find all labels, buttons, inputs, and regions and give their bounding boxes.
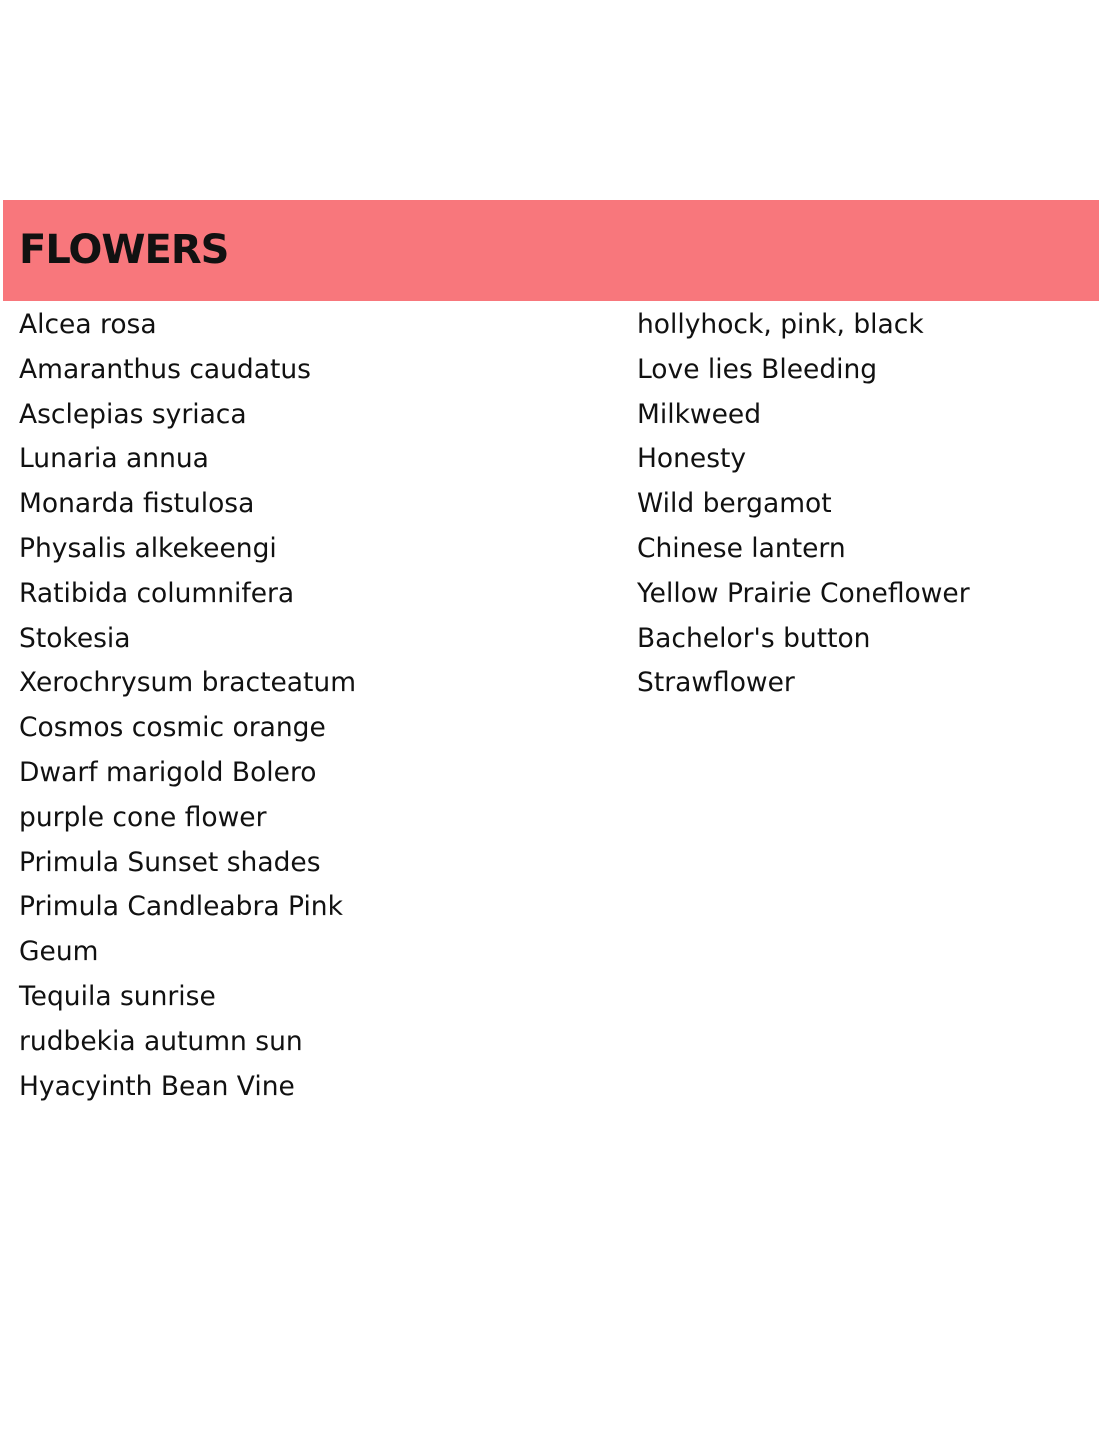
list-item: Yellow Prairie Coneflower — [637, 577, 970, 609]
botanical-names-list — [19, 303, 599, 1109]
section-banner — [3, 200, 1099, 301]
list-item: rudbekia autumn sun — [19, 1025, 303, 1057]
list-item: Monarda fistulosa — [19, 488, 255, 520]
list-item: Tequila sunrise — [19, 980, 216, 1012]
list-item: Chinese lantern — [637, 532, 846, 564]
list-item: Strawflower — [637, 667, 795, 699]
list-item: Bachelor's button — [637, 622, 871, 654]
list-item: Hyacyinth Bean Vine — [19, 1070, 295, 1102]
list-item: Asclepias syriaca — [19, 398, 247, 430]
list-item: Stokesia — [19, 622, 131, 654]
list-item: purple cone flower — [19, 801, 267, 833]
list-item: Cosmos cosmic orange — [19, 712, 326, 744]
list-item: Primula Candleabra Pink — [19, 891, 343, 923]
list-item: Ratibida columnifera — [19, 577, 295, 609]
section-title: FLOWERS — [19, 227, 229, 273]
list-item: hollyhock, pink, black — [637, 309, 924, 340]
list-item: Honesty — [637, 443, 747, 475]
list-item: Lunaria annua — [19, 443, 209, 475]
list-item: Wild bergamot — [637, 488, 832, 520]
list-item: Geum — [19, 936, 99, 968]
list-item: Dwarf marigold Bolero — [19, 756, 317, 788]
common-names-list — [637, 303, 1077, 706]
list-item: Amaranthus caudatus — [19, 353, 311, 385]
list-item: Milkweed — [637, 398, 762, 430]
list-item: Primula Sunset shades — [19, 846, 321, 878]
list-item: Physalis alkekeengi — [19, 532, 277, 564]
list-item: Love lies Bleeding — [637, 353, 878, 385]
list-item: Xerochrysum bracteatum — [19, 667, 357, 699]
list-item: Alcea rosa — [19, 309, 157, 340]
